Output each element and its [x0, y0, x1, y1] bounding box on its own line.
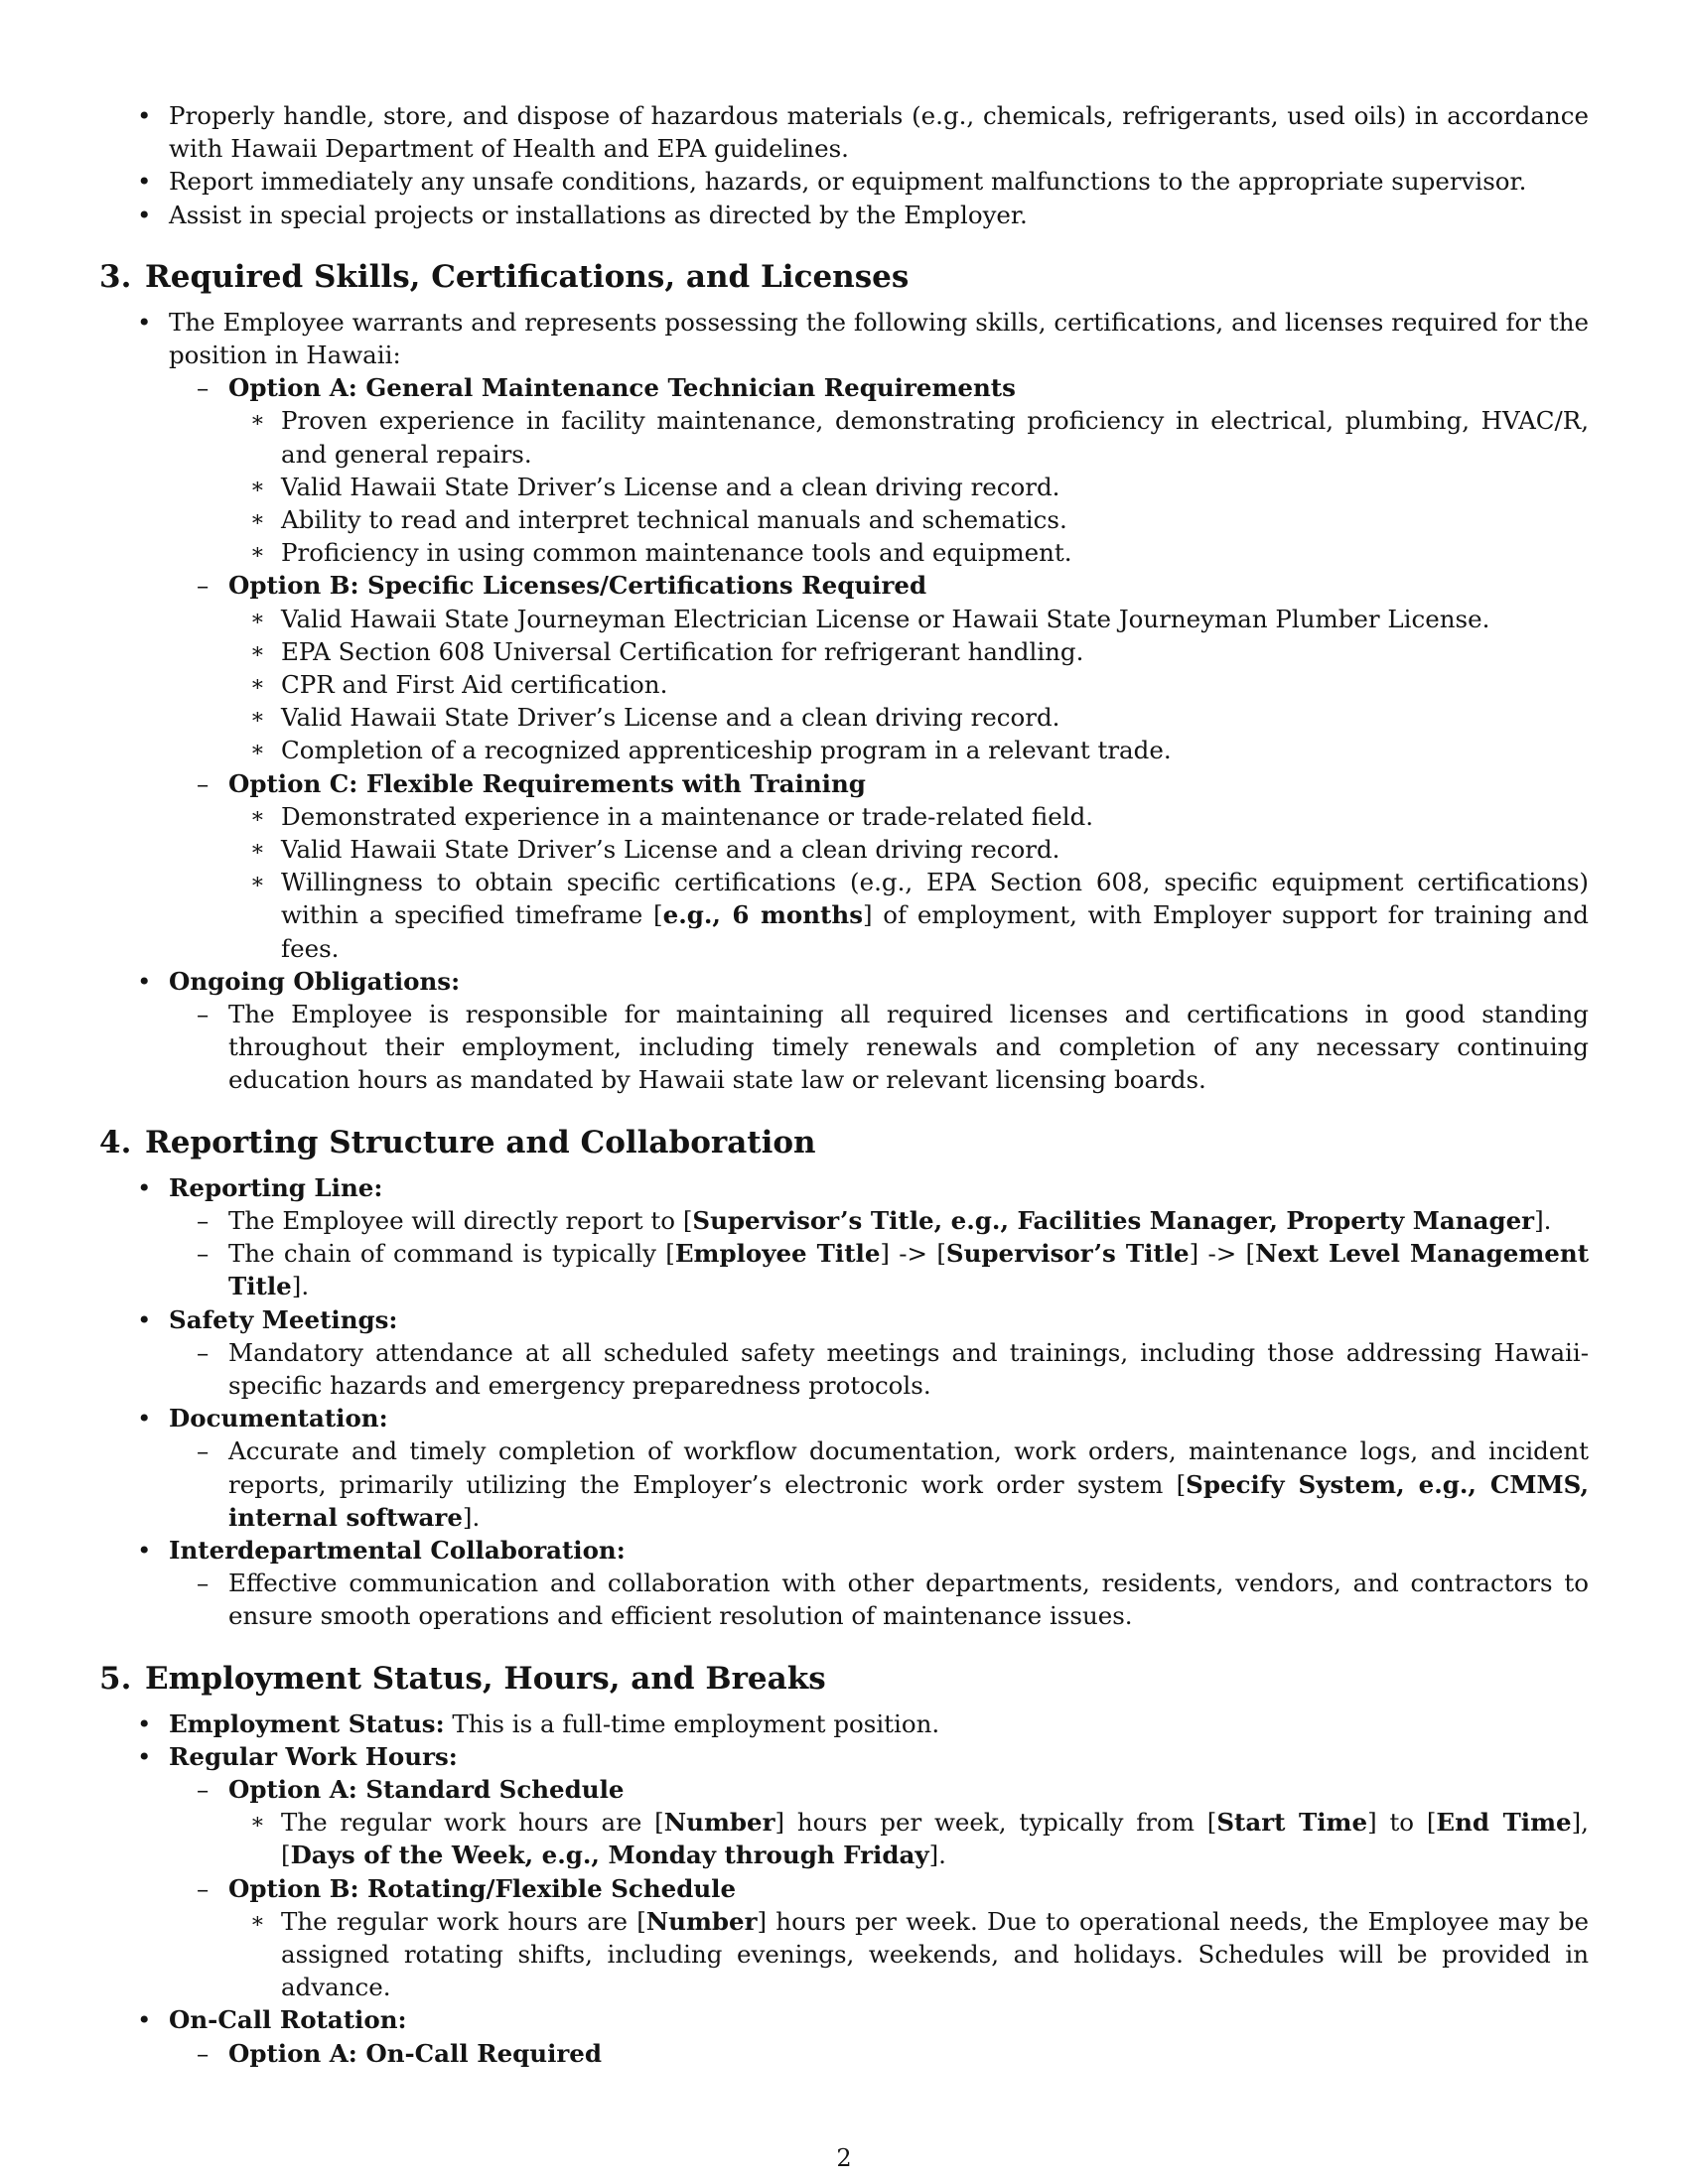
- placeholder-text: Days of the Week, e.g., Monday through Friday: [290, 1841, 929, 1870]
- page-content: [99, 99, 1589, 2070]
- bullet-label: Documentation:: [169, 1404, 388, 1433]
- regular-hours-heading: [99, 1740, 1589, 1773]
- text-span: ].: [462, 1502, 481, 1532]
- list-item: [99, 1905, 1589, 2004]
- placeholder-text: Supervisor’s Title, e.g., Facilities Manager, Property Manager: [692, 1205, 1535, 1235]
- text-span: ] hours per week. Due to operational needs, the Employee may be assigned rotating shifts, including evenings, weekends, and holidays. Schedules will be provided in advance.: [281, 1906, 1589, 2002]
- list-item: [99, 1237, 1589, 1302]
- section-4-heading: [99, 1123, 1589, 1162]
- bullet-label: Safety Meetings:: [169, 1304, 398, 1334]
- option-a-heading: [99, 2037, 1589, 2070]
- placeholder-text: End Time: [1436, 1808, 1572, 1838]
- list-item: – The Employee is responsible for maintaining all required licenses and certifications in good standing throughout their employment, including timely renewals and completion of any necessary continuing education hours as mandated by Hawaii state law or relevant licensing boards.: [99, 998, 1589, 1097]
- bullet-label: Regular Work Hours:: [169, 1741, 458, 1771]
- option-b-heading: [99, 1872, 1589, 1905]
- text-span: The regular work hours are [: [281, 1808, 664, 1838]
- intro-bullet-list: [99, 99, 1589, 231]
- section-3-heading: [99, 257, 1589, 297]
- section-5-heading: [99, 1659, 1589, 1699]
- reporting-line-heading: [99, 1171, 1589, 1204]
- option-title: Option A: On-Call Required: [228, 2038, 603, 2068]
- option-title: Option C: Flexible Requirements with Training: [228, 768, 866, 798]
- list-item: [99, 1204, 1589, 1237]
- text-span: This is a full-time employment position.: [444, 1708, 940, 1738]
- list-item: • Assist in special projects or installations as directed by the Employer.: [99, 199, 1589, 231]
- list-item: [99, 1806, 1589, 1871]
- text-span: The Employee will directly report to [: [228, 1205, 693, 1235]
- section-number: 5.: [99, 1660, 132, 1697]
- on-call-heading: [99, 2003, 1589, 2036]
- placeholder-text: Start Time: [1216, 1808, 1368, 1838]
- bullet-label: Ongoing Obligations:: [169, 966, 461, 996]
- page-number: 2: [836, 2144, 852, 2172]
- text-span: The regular work hours are [: [281, 1906, 646, 1936]
- list-item: ∗ Ability to read and interpret technical manuals and schematics.: [99, 503, 1589, 536]
- placeholder-text: Number: [663, 1808, 775, 1838]
- list-item: ∗ Valid Hawaii State Journeyman Electrician License or Hawaii State Journeyman Plumber License.: [99, 603, 1589, 635]
- section-title: Reporting Structure and Collaboration: [145, 1124, 816, 1160]
- bullet-label: Interdepartmental Collaboration:: [169, 1535, 626, 1565]
- placeholder-text: Employee Title: [674, 1239, 881, 1269]
- documentation-heading: [99, 1402, 1589, 1434]
- text-span: ] of employment, with Employer support for training and fees.: [281, 900, 1589, 963]
- text-span: ] -> [: [880, 1239, 946, 1269]
- list-item: • Report immediately any unsafe conditions, hazards, or equipment malfunctions to the appropriate supervisor.: [99, 165, 1589, 198]
- text-span: Willingness to obtain specific certifications (e.g., EPA Section 608, specific equipment certifications) within a specified timeframe [: [281, 868, 1589, 930]
- list-item: • Properly handle, store, and dispose of hazardous materials (e.g., chemicals, refrigerants, used oils) in accordance with Hawaii Department of Health and EPA guidelines.: [99, 99, 1589, 165]
- placeholder-text: Next Level Management Title: [228, 1239, 1590, 1301]
- text-span: ] to [: [1367, 1808, 1437, 1838]
- option-a-heading: [99, 371, 1589, 404]
- option-b-heading: [99, 569, 1589, 602]
- text-span: ] -> [: [1189, 1239, 1256, 1269]
- placeholder-text: Number: [645, 1906, 758, 1936]
- list-item: ∗ Valid Hawaii State Driver’s License and a clean driving record.: [99, 471, 1589, 503]
- section-3-list: [99, 306, 1589, 1097]
- list-item: ∗ Demonstrated experience in a maintenance or trade-related field.: [99, 800, 1589, 833]
- option-title: Option A: Standard Schedule: [228, 1774, 625, 1804]
- section-5-list: [99, 1707, 1589, 2070]
- list-item: [99, 1434, 1589, 1534]
- option-c-heading: [99, 767, 1589, 800]
- bullet-label: Employment Status:: [169, 1708, 445, 1738]
- list-item: ∗ Proficiency in using common maintenance tools and equipment.: [99, 536, 1589, 569]
- collaboration-heading: [99, 1534, 1589, 1567]
- placeholder-text: Supervisor’s Title: [945, 1239, 1190, 1269]
- list-item: – Effective communication and collaboration with other departments, residents, vendors, and contractors to ensure smooth operations and efficient resolution of maintenance issues.: [99, 1567, 1589, 1632]
- option-title: Option A: General Maintenance Technician Requirements: [228, 373, 1016, 403]
- option-a-heading: [99, 1773, 1589, 1806]
- section-number: 3.: [99, 258, 132, 295]
- text-span: ].: [928, 1841, 946, 1870]
- ongoing-obligations-heading: [99, 965, 1589, 998]
- section-title: Employment Status, Hours, and Breaks: [145, 1660, 826, 1697]
- option-title: Option B: Rotating/Flexible Schedule: [228, 1873, 737, 1903]
- text-span: ].: [291, 1272, 310, 1301]
- list-item: ∗ Valid Hawaii State Driver’s License and a clean driving record.: [99, 701, 1589, 734]
- placeholder-text: Specify System, e.g., CMMS, internal software: [228, 1469, 1589, 1532]
- text-span: ], [: [281, 1808, 1589, 1870]
- list-item: – Mandatory attendance at all scheduled safety meetings and trainings, including those addressing Hawaii-specific hazards and emergency preparedness protocols.: [99, 1336, 1589, 1402]
- section-number: 4.: [99, 1124, 132, 1160]
- safety-meetings-heading: [99, 1303, 1589, 1336]
- list-item: ∗ Valid Hawaii State Driver’s License and a clean driving record.: [99, 833, 1589, 866]
- list-item: • The Employee warrants and represents possessing the following skills, certifications, and licenses required for the position in Hawaii:: [99, 306, 1589, 371]
- section-title: Required Skills, Certifications, and Licenses: [145, 258, 910, 295]
- list-item: ∗ CPR and First Aid certification.: [99, 668, 1589, 701]
- list-item: ∗ Completion of a recognized apprenticeship program in a relevant trade.: [99, 734, 1589, 766]
- section-4-list: [99, 1171, 1589, 1633]
- text-span: ].: [1534, 1205, 1552, 1235]
- text-span: ] hours per week, typically from [: [774, 1808, 1217, 1838]
- bullet-label: Reporting Line:: [169, 1172, 383, 1202]
- list-item: [99, 1707, 1589, 1740]
- list-item: ∗ EPA Section 608 Universal Certification for refrigerant handling.: [99, 635, 1589, 668]
- placeholder-text: e.g., 6 months: [662, 900, 863, 930]
- list-item: [99, 866, 1589, 965]
- list-item: ∗ Proven experience in facility maintenance, demonstrating proficiency in electrical, plumbing, HVAC/R, and general repairs.: [99, 404, 1589, 470]
- bullet-label: On-Call Rotation:: [169, 2005, 407, 2035]
- option-title: Option B: Specific Licenses/Certifications Required: [228, 571, 927, 601]
- text-span: The chain of command is typically [: [228, 1239, 675, 1269]
- text-span: Accurate and timely completion of workflow documentation, work orders, maintenance logs, and incident reports, primarily utilizing the Employer’s electronic work order system [: [228, 1436, 1589, 1499]
